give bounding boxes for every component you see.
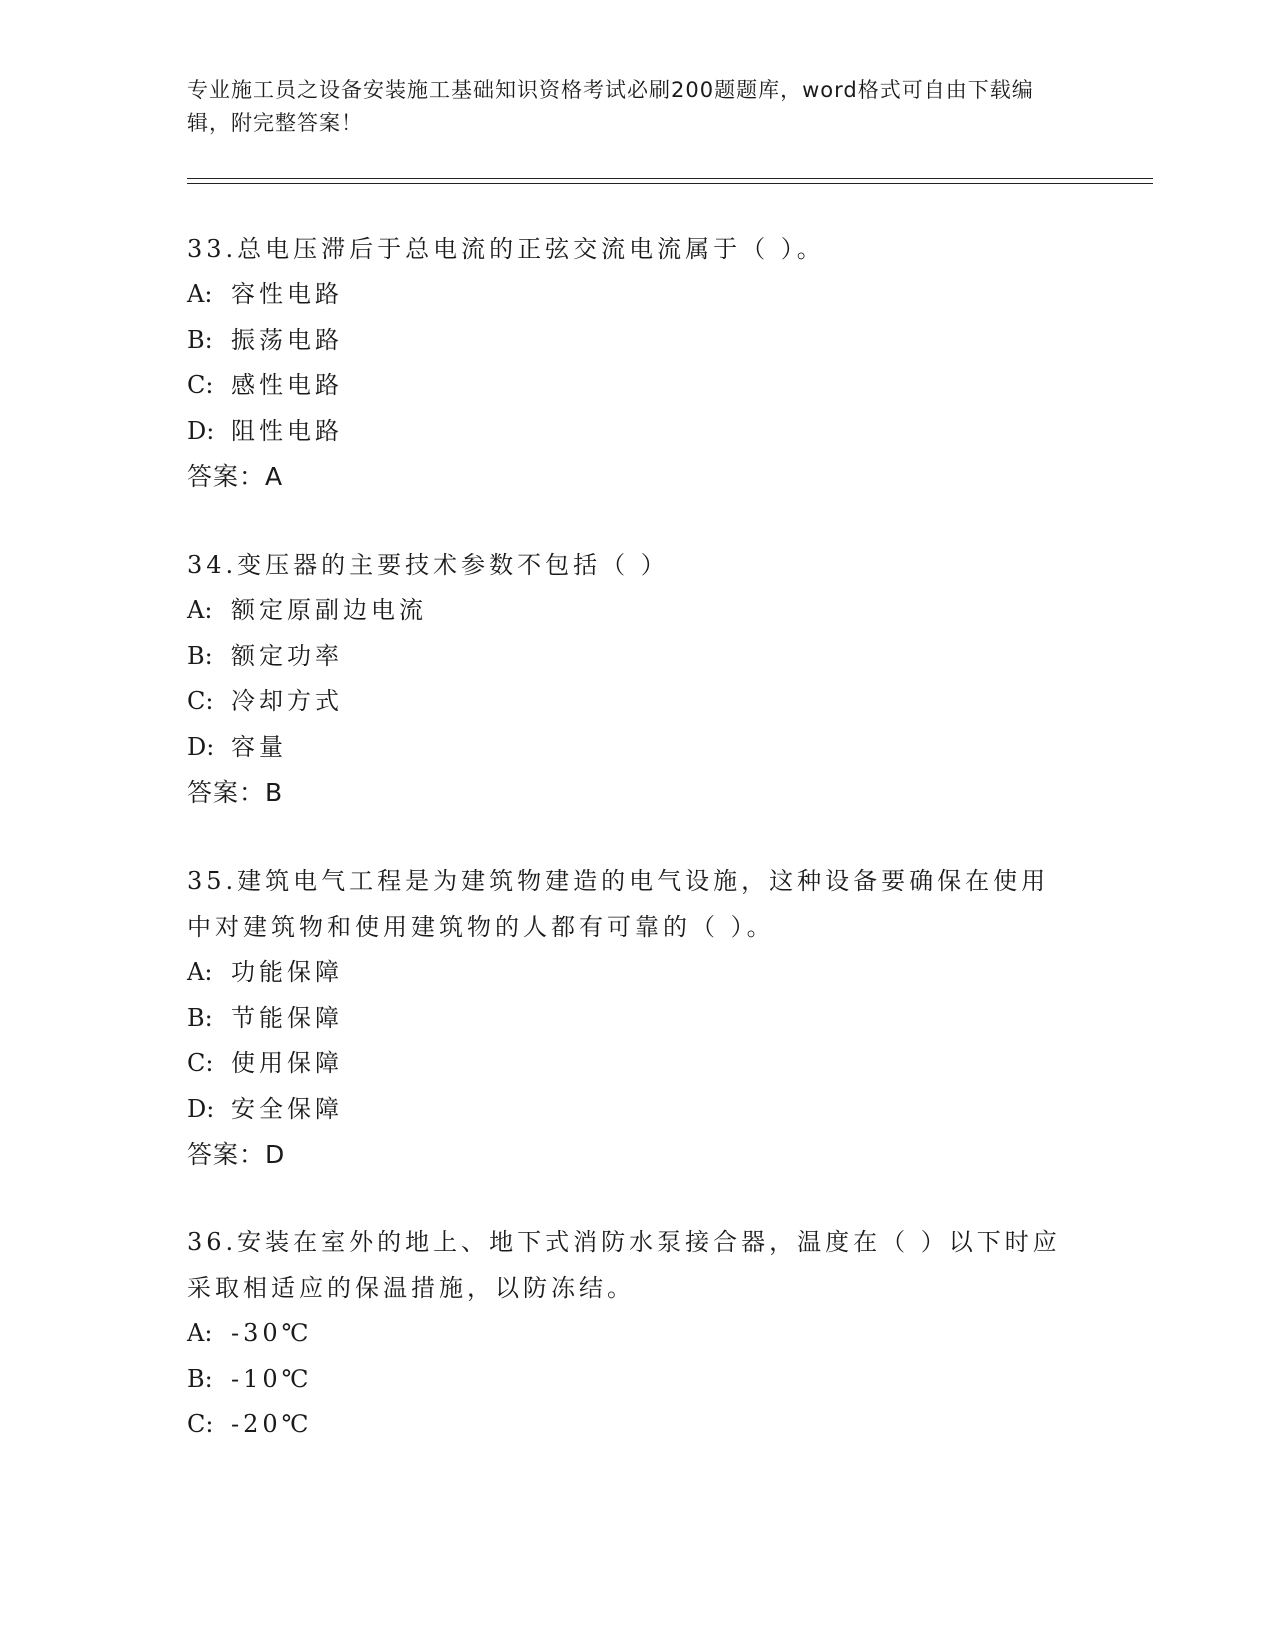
option-b	[187, 318, 1067, 364]
option-text: -10℃	[231, 1364, 313, 1393]
option-letter: A:	[187, 958, 213, 986]
option-text: -30℃	[231, 1319, 313, 1347]
option-letter: B:	[187, 1364, 213, 1393]
option-c	[187, 1402, 1067, 1448]
header-divider-top	[187, 178, 1153, 179]
option-c	[187, 363, 1067, 409]
question-stem: 34.变压器的主要技术参数不包括（ ）	[187, 551, 669, 579]
option-text: 感性电路	[231, 371, 343, 399]
option-text: -20℃	[231, 1410, 313, 1438]
option-a	[187, 1311, 1067, 1357]
option-letter: A:	[187, 596, 213, 624]
answer-line: 答案：D	[187, 1140, 286, 1169]
answer-line: 答案：A	[187, 462, 284, 491]
option-text: 额定原副边电流	[231, 596, 427, 624]
option-letter: D:	[187, 416, 215, 445]
option-b	[187, 1357, 1067, 1403]
option-letter: B:	[187, 641, 213, 670]
document-intro: 专业施工员之设备安装施工基础知识资格考试必刷200题题库，word格式可自由下载编辑，附完整答案！	[187, 78, 1034, 135]
option-text: 冷却方式	[231, 687, 343, 715]
option-b	[187, 634, 1067, 680]
option-a	[187, 588, 1067, 634]
option-text: 节能保障	[231, 1003, 343, 1032]
question-stem: 35.建筑电气工程是为建筑物建造的电气设施，这种设备要确保在使用中对建筑物和使用建筑物的人都有可靠的（ ）。	[187, 867, 1050, 941]
question-35	[187, 858, 1067, 1178]
option-text: 安全保障	[231, 1094, 343, 1123]
option-c	[187, 679, 1067, 725]
option-text: 容性电路	[231, 280, 343, 308]
option-d	[187, 725, 1067, 771]
option-letter: C:	[187, 1410, 214, 1438]
answer-line: 答案：B	[187, 778, 284, 807]
question-stem: 33.总电压滞后于总电流的正弦交流电流属于（ ）。	[187, 235, 825, 263]
question-36	[187, 1219, 1067, 1448]
option-a	[187, 950, 1067, 996]
option-letter: C:	[187, 687, 214, 715]
question-stem: 36.安装在室外的地上、地下式消防水泵接合器，温度在（ ）以下时应采取相适应的保温措施，以防冻结。	[187, 1228, 1061, 1302]
option-b	[187, 996, 1067, 1042]
option-text: 振荡电路	[231, 325, 343, 354]
option-letter: A:	[187, 280, 213, 308]
option-letter: A:	[187, 1319, 213, 1347]
option-a	[187, 272, 1067, 318]
option-letter: D:	[187, 732, 215, 761]
option-letter: B:	[187, 1003, 213, 1032]
option-letter: D:	[187, 1094, 215, 1123]
option-text: 阻性电路	[231, 416, 343, 445]
option-text: 功能保障	[231, 958, 343, 986]
option-c	[187, 1041, 1067, 1087]
option-letter: B:	[187, 325, 213, 354]
option-text: 使用保障	[231, 1049, 343, 1077]
question-34	[187, 542, 1067, 816]
option-d	[187, 1087, 1067, 1133]
option-letter: C:	[187, 1049, 214, 1077]
question-33	[187, 226, 1067, 500]
option-letter: C:	[187, 371, 214, 399]
header-divider-bottom	[187, 183, 1153, 184]
option-d	[187, 409, 1067, 455]
option-text: 容量	[231, 732, 287, 761]
option-text: 额定功率	[231, 641, 343, 670]
